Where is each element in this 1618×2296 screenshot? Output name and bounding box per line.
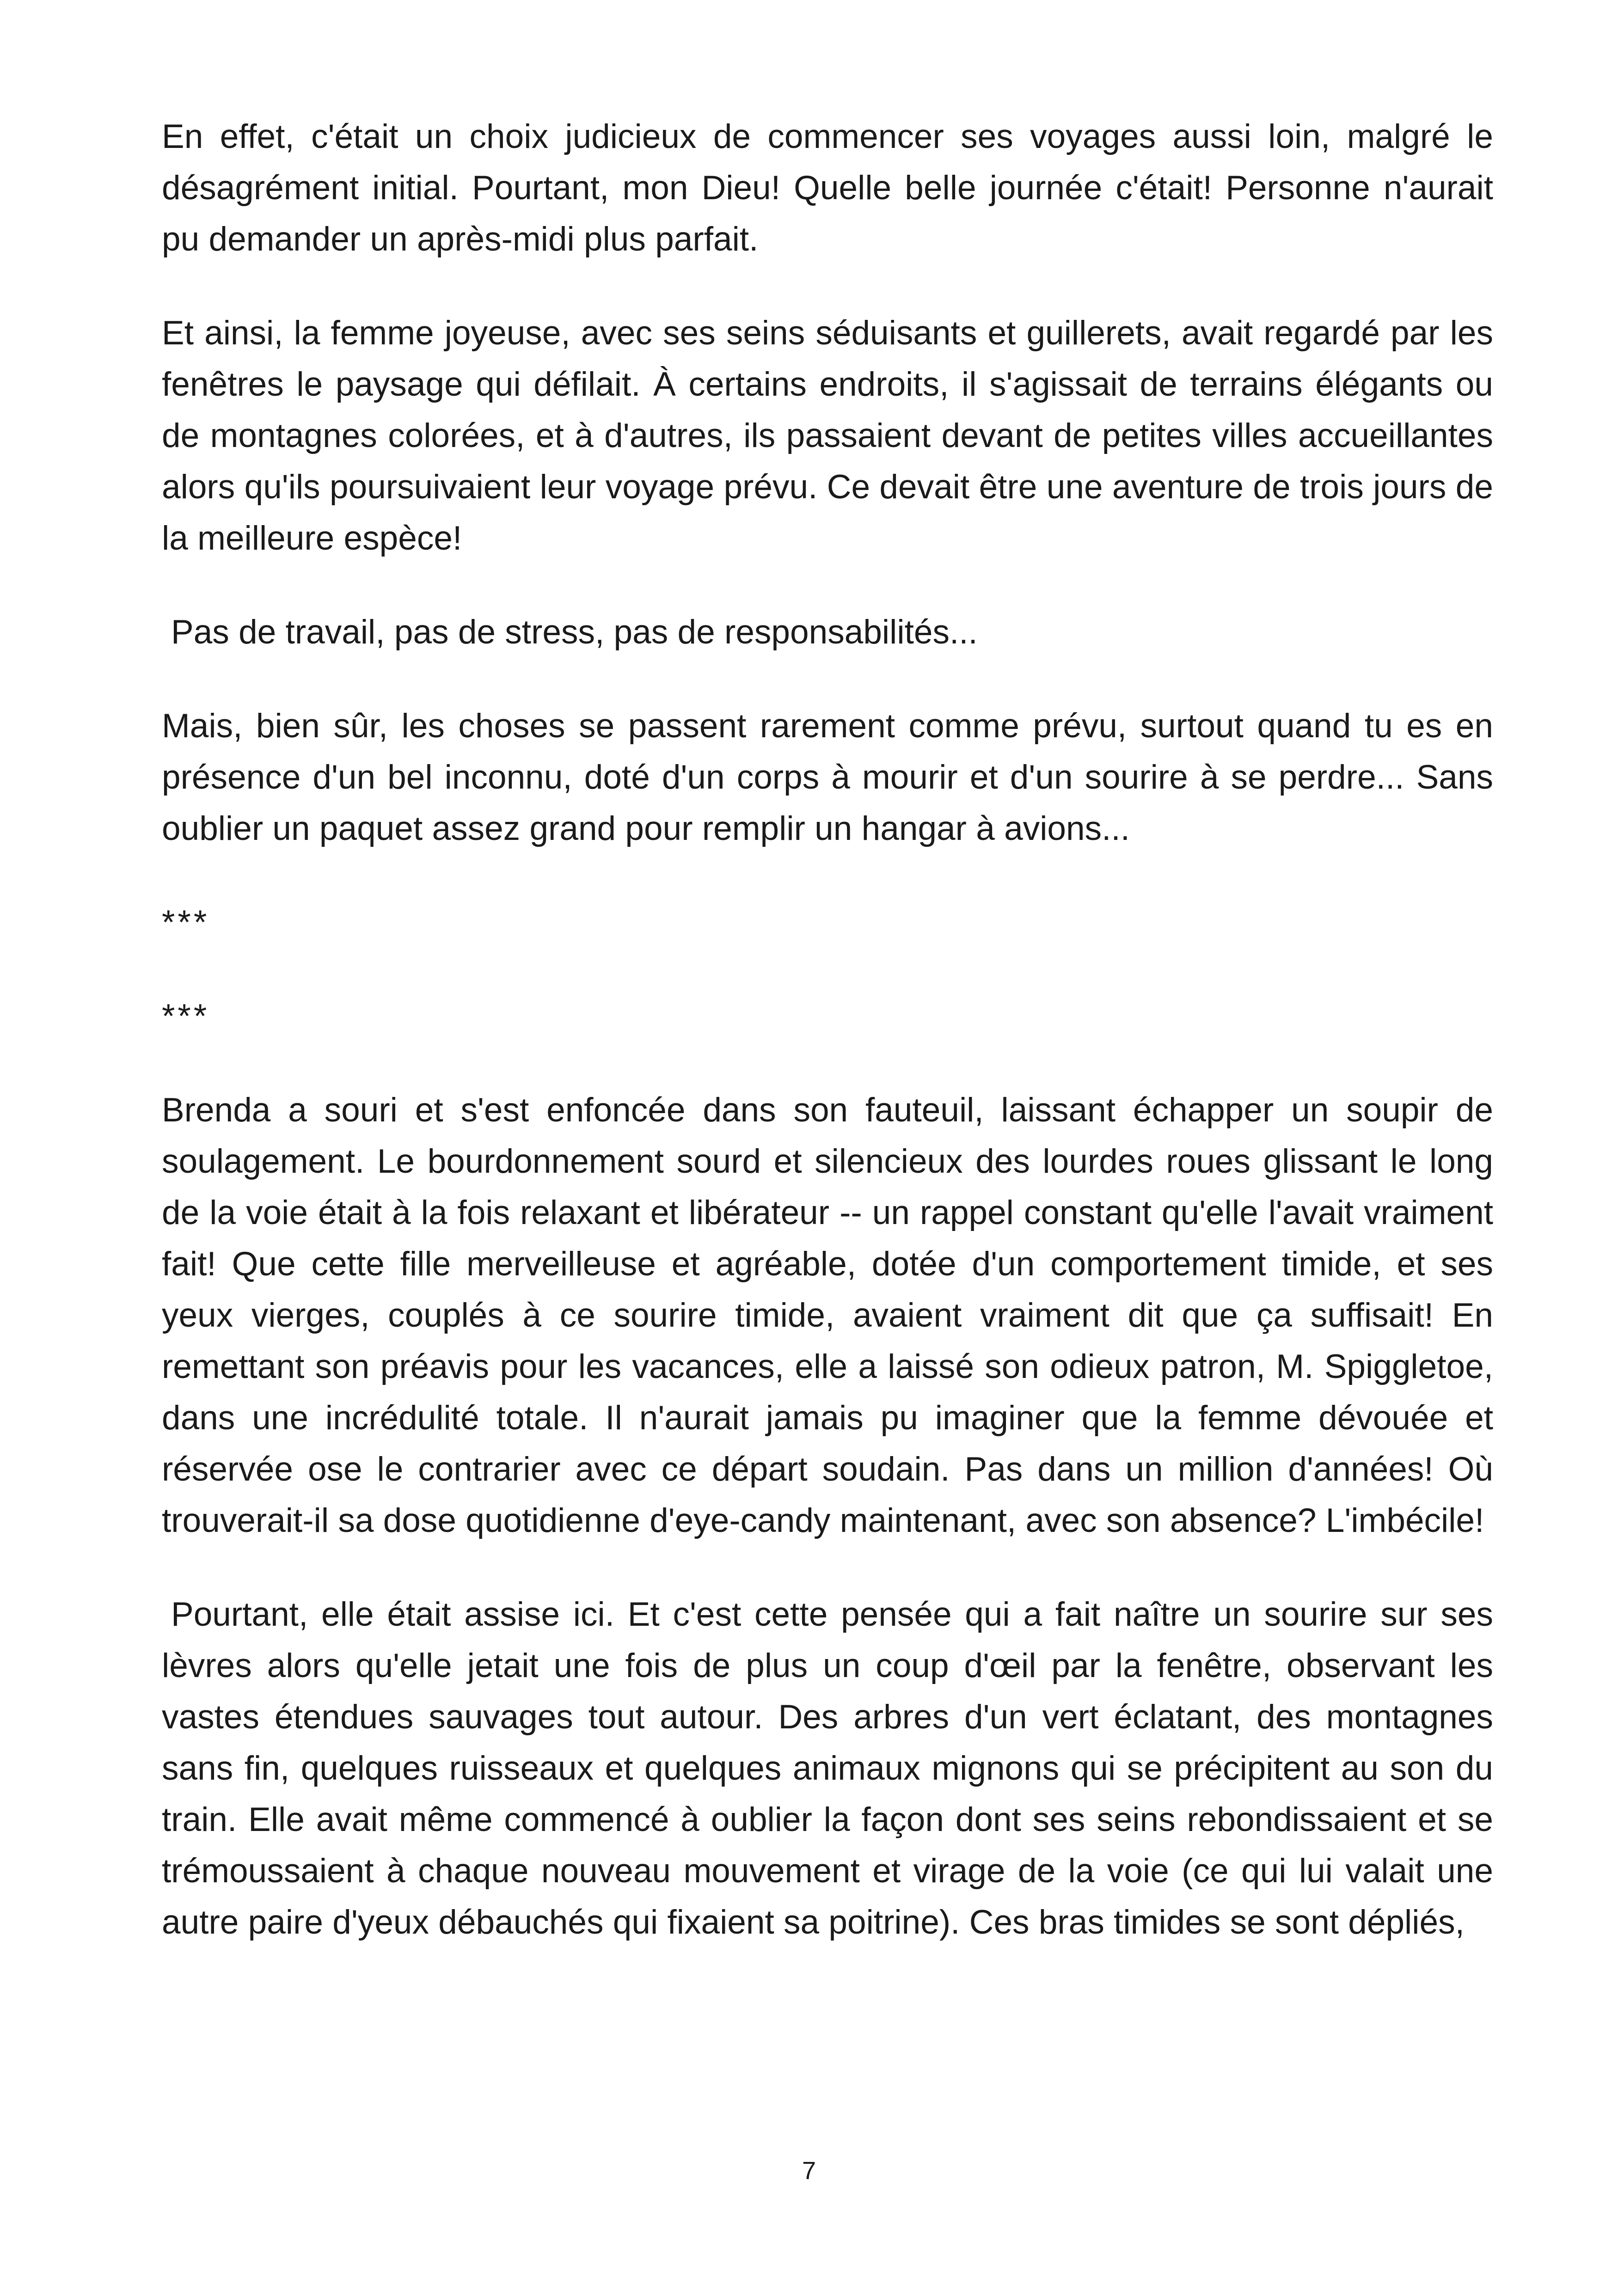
paragraph-2: Et ainsi, la femme joyeuse, avec ses seins séduisants et guillerets, avait regardé par les fenêtres le paysage qui défilait. À certains endroits, il s'agissait de terrains élégants ou de montagnes colorées, et à d'autres, ils passaient devant de petites villes accueillantes alors qu'ils poursuivaient leur voyage prévu. Ce devait être une aventure de trois jours de la meilleure espèce! — [162, 314, 1493, 557]
page-number: 7 — [802, 2157, 816, 2185]
paragraph-3: Pas de travail, pas de stress, pas de responsabilités... — [171, 613, 978, 651]
paragraph-4: Mais, bien sûr, les choses se passent rarement comme prévu, surtout quand tu es en présence d'un bel inconnu, doté d'un corps à mourir et d'un sourire à se perdre... Sans oublier un paquet assez grand pour remplir un hangar à avions... — [162, 707, 1493, 847]
body-text — [162, 111, 1493, 1990]
scene-separator-2: *** — [162, 998, 210, 1035]
paragraph-1: En effet, c'était un choix judicieux de commencer ses voyages aussi loin, malgré le désagrément initial. Pourtant, mon Dieu! Quelle belle journée c'était! Personne n'aurait pu demander un après-midi plus parfait. — [162, 118, 1493, 258]
scene-separator-1: *** — [162, 904, 210, 941]
paragraph-6: Pourtant, elle était assise ici. Et c'est cette pensée qui a fait naître un sourire sur ses lèvres alors qu'elle jetait une fois de plus un coup d'œil par la fenêtre, observant les vastes étendues sauvages tout autour. Des arbres d'un vert éclatant, des montagnes sans fin, quelques ruisseaux et quelques animaux mignons qui se précipitent au son du train. Elle avait même commencé à oublier la façon dont ses seins rebondissaient et se trémoussaient à chaque nouveau mouvement et virage de la voie (ce qui lui valait une autre paire d'yeux débauchés qui fixaient sa poitrine). Ces bras timides se sont dépliés, — [162, 1596, 1493, 1941]
paragraph-5: Brenda a souri et s'est enfoncée dans son fauteuil, laissant échapper un soupir de soulagement. Le bourdonnement sourd et silencieux des lourdes roues glissant le long de la voie était à la fois relaxant et libérateur -- un rappel constant qu'elle l'avait vraiment fait! Que cette fille merveilleuse et agréable, dotée d'un comportement timide, et ses yeux vierges, couplés à ce sourire timide, avaient vraiment dit que ça suffisait! En remettant son préavis pour les vacances, elle a laissé son odieux patron, M. Spiggletoe, dans une incrédulité totale. Il n'aurait jamais pu imaginer que la femme dévouée et réservée ose le contrarier avec ce départ soudain. Pas dans un million d'années! Où trouverait-il sa dose quotidienne d'eye-candy maintenant, avec son absence? L'imbécile! — [162, 1091, 1493, 1539]
